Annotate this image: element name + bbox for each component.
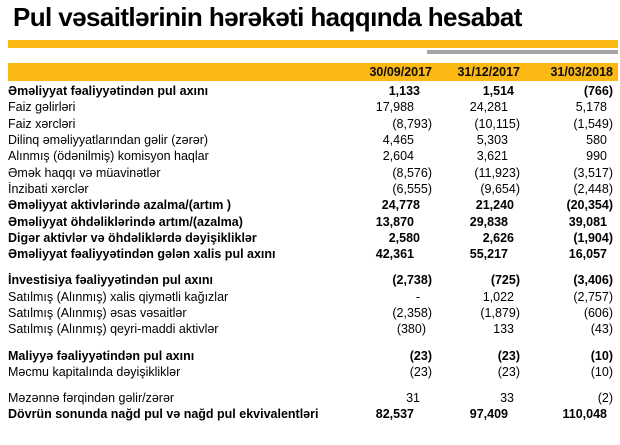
value-cell-3: (1,904) bbox=[573, 230, 613, 245]
column-header-date-3: 31/03/2018 bbox=[550, 65, 613, 79]
row-label: Alınmış (ödənilmiş) komisyon haqlar bbox=[8, 149, 209, 164]
value-cell-2: 133 bbox=[493, 322, 514, 337]
value-cell-3: 990 bbox=[586, 149, 607, 164]
value-cell-3: (20,354) bbox=[566, 198, 613, 213]
table-header-row bbox=[8, 63, 618, 81]
value-cell-3: (766) bbox=[583, 84, 613, 99]
row-label: Əməliyyat öhdəliklərində artım/(azalma) bbox=[8, 214, 243, 229]
row-label: Dilinq əməliyyatlarından gəlir (zərər) bbox=[8, 133, 209, 148]
row-label: Satılmış (Alınmış) qeyri-maddi aktivlər bbox=[8, 322, 219, 337]
value-cell-1: 42,361 bbox=[375, 247, 414, 262]
row-label: Faiz gəlirləri bbox=[8, 100, 76, 115]
value-cell-2: (11,923) bbox=[474, 165, 520, 180]
value-cell-3: 5,178 bbox=[575, 100, 607, 115]
table-row bbox=[8, 181, 618, 197]
value-cell-1: (2,358) bbox=[392, 306, 432, 320]
value-cell-1: 82,537 bbox=[375, 407, 414, 422]
value-cell-2: (23) bbox=[497, 364, 520, 379]
table-row bbox=[8, 272, 618, 288]
row-label: Dövrün sonunda nağd pul və nağd pul ekvivalentləri bbox=[8, 407, 319, 422]
value-cell-2: (23) bbox=[497, 348, 520, 363]
table-row bbox=[8, 148, 618, 164]
value-cell-3: (3,517) bbox=[573, 165, 613, 180]
row-label: Satılmış (Alınmış) xalis qiymətli kağızlar bbox=[8, 289, 229, 304]
value-cell-2: 55,217 bbox=[469, 247, 508, 262]
table-row bbox=[8, 197, 618, 213]
value-cell-1: (2,738) bbox=[392, 273, 432, 288]
value-cell-3: (10) bbox=[590, 348, 613, 363]
value-cell-3: (10) bbox=[590, 364, 613, 379]
row-label: İnvestisiya fəaliyyətindən pul axını bbox=[8, 273, 213, 288]
value-cell-2: 3,621 bbox=[476, 149, 508, 164]
row-label: Əmək haqqı və müavinətlər bbox=[8, 165, 161, 180]
table-row bbox=[8, 99, 618, 115]
value-cell-3: (2,448) bbox=[573, 181, 613, 196]
value-cell-1: 24,778 bbox=[381, 198, 420, 213]
row-label: Satılmış (Alınmış) əsas vəsaitlər bbox=[8, 306, 187, 320]
value-cell-2: 2,626 bbox=[482, 230, 514, 245]
table-body bbox=[8, 83, 618, 423]
value-cell-1: (23) bbox=[409, 364, 432, 379]
value-cell-2: (725) bbox=[490, 273, 520, 288]
table-row bbox=[8, 230, 618, 246]
table-row bbox=[8, 406, 618, 422]
gray-accent-bar bbox=[427, 50, 618, 54]
table-row bbox=[8, 321, 618, 337]
value-cell-2: (10,115) bbox=[474, 116, 520, 131]
row-label: Əməliyyat fəaliyyətindən gələn xalis pul axını bbox=[8, 247, 276, 262]
value-cell-2: 5,303 bbox=[476, 133, 508, 148]
value-cell-2: (9,654) bbox=[480, 181, 520, 196]
row-label: Faiz xərcləri bbox=[8, 116, 76, 131]
value-cell-1: (6,555) bbox=[392, 181, 432, 196]
table-row bbox=[8, 213, 618, 229]
column-header-date-2: 31/12/2017 bbox=[457, 65, 520, 79]
table-row bbox=[8, 289, 618, 305]
row-label: Digər aktivlər və öhdəliklərdə dəyişikliklər bbox=[8, 230, 257, 245]
report-title: Pul vəsaitlərinin hərəkəti haqqında hesabat bbox=[13, 2, 522, 32]
table-row bbox=[8, 246, 618, 262]
table-row bbox=[8, 305, 618, 321]
value-cell-3: 110,048 bbox=[562, 407, 607, 422]
value-cell-3: (606) bbox=[583, 306, 613, 320]
value-cell-3: (2,757) bbox=[573, 289, 613, 304]
value-cell-3: 39,081 bbox=[568, 214, 607, 229]
column-header-date-1: 30/09/2017 bbox=[369, 65, 432, 79]
row-label: Maliyyə fəaliyyətindən pul axını bbox=[8, 348, 195, 363]
row-label: Əməliyyat aktivlərində azalma/(artım ) bbox=[8, 198, 232, 213]
table-row bbox=[8, 390, 618, 406]
value-cell-3: 580 bbox=[586, 133, 607, 148]
value-cell-1: 4,465 bbox=[382, 133, 414, 148]
value-cell-2: 97,409 bbox=[469, 407, 508, 422]
table-row bbox=[8, 364, 618, 380]
value-cell-1: 2,580 bbox=[388, 230, 420, 245]
value-cell-3: (1,549) bbox=[573, 116, 613, 131]
value-cell-1: (8,576) bbox=[392, 165, 432, 180]
table-row bbox=[8, 116, 618, 132]
table-row bbox=[8, 164, 618, 180]
row-label: Əməliyyat fəaliyyətindən pul axını bbox=[8, 84, 209, 99]
value-cell-3: (3,406) bbox=[573, 273, 613, 288]
value-cell-1: (8,793) bbox=[392, 116, 432, 131]
table-row bbox=[8, 83, 618, 99]
value-cell-3: 16,057 bbox=[568, 247, 607, 262]
title-accent-bar bbox=[8, 40, 618, 48]
value-cell-2: 1,022 bbox=[482, 289, 514, 304]
value-cell-1: 2,604 bbox=[382, 149, 414, 164]
value-cell-1: - bbox=[415, 289, 420, 304]
row-label: Məcmu kapitalında dəyişikliklər bbox=[8, 364, 181, 379]
value-cell-2: (1,879) bbox=[480, 306, 520, 320]
row-label: İnzibati xərclər bbox=[8, 181, 89, 196]
value-cell-1: (380) bbox=[396, 322, 426, 337]
table-row bbox=[8, 347, 618, 363]
value-cell-1: 31 bbox=[406, 391, 420, 406]
table-row bbox=[8, 132, 618, 148]
value-cell-2: 1,514 bbox=[482, 84, 514, 99]
value-cell-1: 1,133 bbox=[388, 84, 420, 99]
value-cell-2: 33 bbox=[500, 391, 514, 406]
value-cell-3: (2) bbox=[597, 391, 613, 406]
value-cell-1: (23) bbox=[409, 348, 432, 363]
value-cell-2: 21,240 bbox=[475, 198, 514, 213]
value-cell-1: 17,988 bbox=[375, 100, 414, 115]
value-cell-2: 29,838 bbox=[469, 214, 508, 229]
value-cell-2: 24,281 bbox=[469, 100, 508, 115]
value-cell-1: 13,870 bbox=[375, 214, 414, 229]
value-cell-3: (43) bbox=[590, 322, 613, 337]
row-label: Məzənnə fərqindən gəlir/zərər bbox=[8, 391, 175, 406]
